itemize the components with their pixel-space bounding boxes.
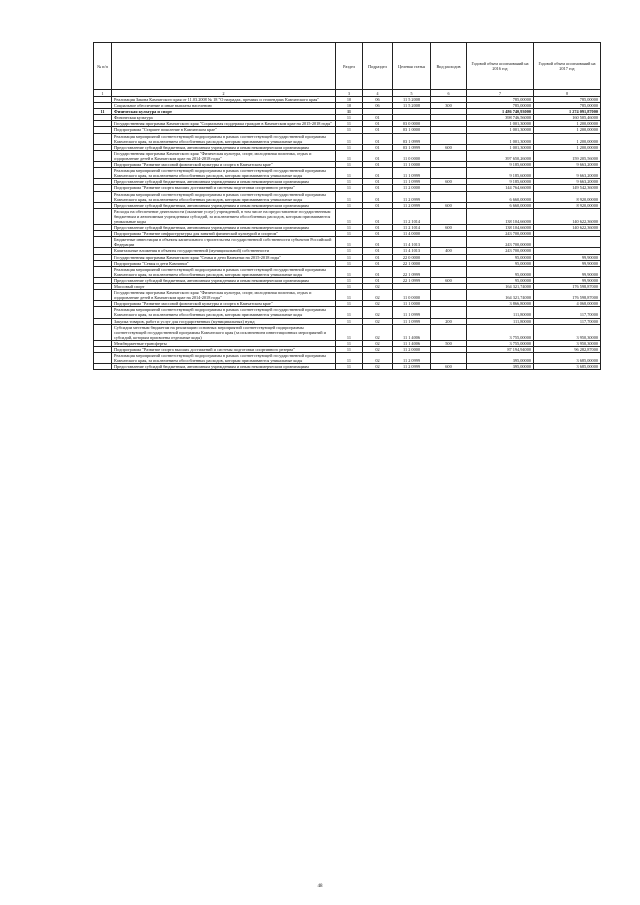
cell-amount-2017: 176 598,87000 bbox=[534, 290, 601, 301]
cell-amount-2017: 96 282,87000 bbox=[534, 347, 601, 353]
cell-name: Подпрограмма "Старшее поколение в Камчатском крае" bbox=[112, 127, 336, 133]
cell-name: Государственная программа Камчатского края "Семья и дети Камчатки на 2015-2018 годы" bbox=[112, 254, 336, 260]
cell-podrazdel: 01 bbox=[363, 208, 393, 224]
cell-amount-2017: 3 950,30000 bbox=[534, 324, 601, 340]
cell-amount-2017: 99,90000 bbox=[534, 260, 601, 266]
cell-name: Подпрограмма "Развитие спорта высших достижений и системы подготовки спортивного резерва" bbox=[112, 185, 336, 191]
cell-podrazdel: 01 bbox=[363, 254, 393, 260]
cell-razdel: 11 bbox=[336, 284, 363, 290]
table-row bbox=[94, 364, 601, 370]
cell-podrazdel: 01 bbox=[363, 225, 393, 231]
cell-name: Реализация мероприятий соответствующей подпрограммы в рамках соответствующей государственной программы Камчатского края, за исключением обособленных расходов, которым присваиваются уникальные коды bbox=[112, 266, 336, 277]
cell-amount-2016: 397 650,26000 bbox=[467, 150, 534, 161]
cell-amount-2016: 395,00000 bbox=[467, 364, 534, 370]
cell-amount-2017: 149 542,36000 bbox=[534, 185, 601, 191]
cell-amount-2016: 1 001,30000 bbox=[467, 133, 534, 144]
cell-name: Реализация мероприятий соответствующей подпрограммы в рамках соответствующей государственной программы Камчатского края, за исключением обособленных расходов, которым присваиваются уникальные коды bbox=[112, 353, 336, 364]
table-row bbox=[94, 225, 601, 231]
cell-razdel: 11 bbox=[336, 318, 363, 324]
cell-target-article: 11 1 4006 bbox=[393, 340, 431, 346]
cell-razdel: 11 bbox=[336, 248, 363, 254]
cell-name: Предоставление субсидий бюджетным, автономным учреждениям и иным некоммерческим организациям bbox=[112, 144, 336, 150]
cell-expense-type bbox=[431, 133, 467, 144]
cell-name: Бюджетные инвестиции в объекты капитального строительства государственной собственности субъектов Российской Федерации bbox=[112, 237, 336, 248]
table-row bbox=[94, 324, 601, 340]
column-index: 5 bbox=[393, 90, 431, 97]
cell-razdel: 10 bbox=[336, 97, 363, 103]
cell-amount-2016: 9 185,60000 bbox=[467, 162, 534, 168]
cell-expense-type bbox=[431, 353, 467, 364]
cell-expense-type: 600 bbox=[431, 144, 467, 150]
table-row bbox=[94, 307, 601, 318]
cell-expense-type: 600 bbox=[431, 225, 467, 231]
cell-name: Государственная программа Камчатского края "Социальная поддержка граждан в Камчатском крае на 2015-2018 годы" bbox=[112, 121, 336, 127]
cell-target-article: 11 5 2008 bbox=[393, 97, 431, 103]
table-row bbox=[94, 179, 601, 185]
cell-target-article: 11 0 0000 bbox=[393, 290, 431, 301]
cell-name: Реализация мероприятий соответствующей подпрограммы в рамках соответствующей государственной программы Камчатского края, за исключением обособленных расходов, которым присваиваются уникальные коды bbox=[112, 133, 336, 144]
header-razdel: Раздел bbox=[336, 43, 363, 90]
cell-target-article: 03 0 0000 bbox=[393, 121, 431, 127]
cell-amount-2016: 785,00000 bbox=[467, 103, 534, 109]
cell-expense-type bbox=[431, 208, 467, 224]
cell-amount-2016: 243 700,00000 bbox=[467, 231, 534, 237]
cell-razdel: 11 bbox=[336, 179, 363, 185]
cell-amount-2016: 6 660,00000 bbox=[467, 202, 534, 208]
cell-name: Предоставление субсидий бюджетным, автономным учреждениям и иным некоммерческим организациям bbox=[112, 225, 336, 231]
cell-expense-type: 600 bbox=[431, 277, 467, 283]
cell-name: Подпрограмма "Семья и дети Камчатки" bbox=[112, 260, 336, 266]
table-row bbox=[94, 144, 601, 150]
cell-num bbox=[94, 237, 112, 248]
cell-razdel: 11 bbox=[336, 202, 363, 208]
cell-razdel: 11 bbox=[336, 162, 363, 168]
cell-amount-2017: 1 200,00000 bbox=[534, 121, 601, 127]
budget-table-container bbox=[93, 42, 600, 370]
cell-amount-2016: 3 755,00000 bbox=[467, 324, 534, 340]
cell-expense-type: 500 bbox=[431, 340, 467, 346]
cell-name: Капитальные вложения в объекты государственной (муниципальной) собственности bbox=[112, 248, 336, 254]
cell-expense-type: 400 bbox=[431, 248, 467, 254]
cell-podrazdel: 01 bbox=[363, 133, 393, 144]
cell-target-article: 03 1 0000 bbox=[393, 127, 431, 133]
cell-amount-2017: 3 685,00000 bbox=[534, 353, 601, 364]
cell-expense-type bbox=[431, 168, 467, 179]
cell-amount-2016: 95,00000 bbox=[467, 260, 534, 266]
cell-podrazdel: 01 bbox=[363, 162, 393, 168]
cell-podrazdel: 02 bbox=[363, 318, 393, 324]
cell-target-article: 11 1 0999 bbox=[393, 168, 431, 179]
cell-target-article: 03 1 0999 bbox=[393, 144, 431, 150]
cell-amount-2017: 4 068,00000 bbox=[534, 301, 601, 307]
cell-amount-2017: 785,00000 bbox=[534, 97, 601, 103]
table-row bbox=[94, 254, 601, 260]
cell-amount-2017: 1 274 091,87000 bbox=[534, 109, 601, 115]
cell-name: Предоставление субсидий бюджетным, автономным учреждениям и иным некоммерческим организациям bbox=[112, 202, 336, 208]
cell-amount-2016: 87 194,94000 bbox=[467, 347, 534, 353]
cell-razdel: 10 bbox=[336, 103, 363, 109]
cell-podrazdel: 01 bbox=[363, 277, 393, 283]
cell-podrazdel: 02 bbox=[363, 284, 393, 290]
cell-target-article: 11 1 4006 bbox=[393, 324, 431, 340]
cell-expense-type: 600 bbox=[431, 202, 467, 208]
table-row bbox=[94, 162, 601, 168]
cell-razdel: 11 bbox=[336, 150, 363, 161]
cell-amount-2017: 176 598,87000 bbox=[534, 284, 601, 290]
cell-name: Закупка товаров, работ и услуг для государственных (муниципальных) нужд bbox=[112, 318, 336, 324]
cell-amount-2016: 138 104,66000 bbox=[467, 225, 534, 231]
table-row bbox=[94, 121, 601, 127]
cell-amount-2017: 9 663,20000 bbox=[534, 179, 601, 185]
cell-amount-2017: 140 622,36000 bbox=[534, 208, 601, 224]
cell-expense-type bbox=[431, 266, 467, 277]
cell-name: Подпрограмма "Развитие массовой физической культуры и спорта в Камчатском крае" bbox=[112, 301, 336, 307]
cell-amount-2017: 3 685,00000 bbox=[534, 364, 601, 370]
cell-name: Подпрограмма "Развитие инфраструктуры для занятий физической культурой и спортом" bbox=[112, 231, 336, 237]
header-2017: Годовой объем ассигнований на 2017 год bbox=[534, 43, 601, 90]
cell-name: Межбюджетные трансферты bbox=[112, 340, 336, 346]
cell-podrazdel: 01 bbox=[363, 266, 393, 277]
cell-razdel: 11 bbox=[336, 324, 363, 340]
cell-name: Реализация мероприятий соответствующей подпрограммы в рамках соответствующей государственной программы Камчатского края, за исключением обособленных расходов, которым присваиваются уникальные коды bbox=[112, 307, 336, 318]
cell-amount-2016: 395,00000 bbox=[467, 353, 534, 364]
cell-num bbox=[94, 168, 112, 179]
column-index: 6 bbox=[431, 90, 467, 97]
cell-amount-2016: 3 866,80000 bbox=[467, 301, 534, 307]
cell-podrazdel: 01 bbox=[363, 150, 393, 161]
cell-podrazdel: 06 bbox=[363, 97, 393, 103]
table-row bbox=[94, 208, 601, 224]
cell-amount-2017: 9 663,20000 bbox=[534, 162, 601, 168]
cell-expense-type: 300 bbox=[431, 103, 467, 109]
cell-amount-2017: 785,00000 bbox=[534, 103, 601, 109]
cell-name: Расходы на обеспечение деятельности (оказание услуг) учреждений, в том числе на предоставление государственным бюджетным и автономным учреждениям субсидий, за исключением обособленных расходов, которым присваиваются уникальные коды bbox=[112, 208, 336, 224]
cell-amount-2017: 1 200,00000 bbox=[534, 127, 601, 133]
cell-target-article: 22 1 0000 bbox=[393, 260, 431, 266]
cell-amount-2016: 243 700,00000 bbox=[467, 237, 534, 248]
table-row bbox=[94, 202, 601, 208]
cell-amount-2017: 1 200,00000 bbox=[534, 133, 601, 144]
cell-podrazdel: 01 bbox=[363, 185, 393, 191]
cell-podrazdel: 01 bbox=[363, 237, 393, 248]
cell-podrazdel: 02 bbox=[363, 364, 393, 370]
cell-amount-2016: 785,00000 bbox=[467, 97, 534, 103]
cell-razdel: 11 bbox=[336, 115, 363, 121]
cell-podrazdel: 01 bbox=[363, 168, 393, 179]
column-index: 7 bbox=[467, 90, 534, 97]
cell-amount-2016: 95,00000 bbox=[467, 266, 534, 277]
cell-target-article: 11 2 1014 bbox=[393, 225, 431, 231]
cell-amount-2017: 117,70000 bbox=[534, 318, 601, 324]
cell-amount-2017: 99,90000 bbox=[534, 266, 601, 277]
cell-amount-2017: 140 622,36000 bbox=[534, 225, 601, 231]
cell-amount-2016: 1 001,30000 bbox=[467, 121, 534, 127]
cell-podrazdel: 01 bbox=[363, 144, 393, 150]
cell-razdel: 11 bbox=[336, 133, 363, 144]
cell-num bbox=[94, 133, 112, 144]
cell-num bbox=[94, 353, 112, 364]
header-2016: Годовой объем ассигнований на 2016 год bbox=[467, 43, 534, 90]
table-row bbox=[94, 266, 601, 277]
table-row bbox=[94, 150, 601, 161]
cell-name: Предоставление субсидий бюджетным, автономным учреждениям и иным некоммерческим организациям bbox=[112, 364, 336, 370]
cell-amount-2016: 9 185,60000 bbox=[467, 168, 534, 179]
column-index: 3 bbox=[336, 90, 363, 97]
cell-amount-2017 bbox=[534, 237, 601, 248]
header-name bbox=[112, 43, 336, 90]
column-index: 8 bbox=[534, 90, 601, 97]
cell-expense-type: 200 bbox=[431, 318, 467, 324]
cell-razdel: 11 bbox=[336, 307, 363, 318]
cell-name: Предоставление субсидий бюджетным, автономным учреждениям и иным некоммерческим организациям bbox=[112, 277, 336, 283]
cell-name: Государственная программа Камчатского края "Физическая культура, спорт, молодежная политика, отдых и оздоровление детей в Камчатском крае на 2014-2018 годы" bbox=[112, 150, 336, 161]
cell-target-article: 11 2 0999 bbox=[393, 202, 431, 208]
cell-amount-2016: 164 321,74000 bbox=[467, 284, 534, 290]
budget-table bbox=[93, 42, 601, 370]
header-expense-type: Вид расходов bbox=[431, 43, 467, 90]
cell-amount-2016: 6 660,00000 bbox=[467, 191, 534, 202]
cell-amount-2016: 95,00000 bbox=[467, 277, 534, 283]
cell-expense-type bbox=[431, 237, 467, 248]
cell-razdel: 11 bbox=[336, 340, 363, 346]
cell-amount-2016: 1 001,30000 bbox=[467, 127, 534, 133]
cell-target-article: 11 2 0999 bbox=[393, 353, 431, 364]
cell-name: Подпрограмма "Развитие массовой физической культуры и спорта в Камчатском крае" bbox=[112, 162, 336, 168]
cell-podrazdel: 02 bbox=[363, 347, 393, 353]
table-row bbox=[94, 248, 601, 254]
cell-target-article: 11 1 0999 bbox=[393, 179, 431, 185]
cell-target-article: 11 1 0999 bbox=[393, 307, 431, 318]
table-row bbox=[94, 168, 601, 179]
table-row bbox=[94, 347, 601, 353]
table-row bbox=[94, 231, 601, 237]
cell-podrazdel: 01 bbox=[363, 121, 393, 127]
table-row bbox=[94, 237, 601, 248]
cell-amount-2017: 1 200,00000 bbox=[534, 144, 601, 150]
table-row bbox=[94, 103, 601, 109]
cell-razdel: 11 bbox=[336, 290, 363, 301]
cell-target-article: 11 2 0999 bbox=[393, 191, 431, 202]
cell-podrazdel: 01 bbox=[363, 179, 393, 185]
cell-num bbox=[94, 150, 112, 161]
cell-name: Реализация мероприятий соответствующей подпрограммы в рамках соответствующей государственной программы Камчатского края, за исключением обособленных расходов, которым присваиваются уникальные коды bbox=[112, 191, 336, 202]
cell-amount-2017: 8 920,00000 bbox=[534, 191, 601, 202]
cell-podrazdel: 02 bbox=[363, 307, 393, 318]
cell-razdel: 11 bbox=[336, 260, 363, 266]
column-index: 4 bbox=[363, 90, 393, 97]
table-row bbox=[94, 109, 601, 115]
cell-expense-type bbox=[431, 307, 467, 318]
cell-razdel: 11 bbox=[336, 364, 363, 370]
cell-amount-2017: 160 505,46000 bbox=[534, 115, 601, 121]
cell-podrazdel: 01 bbox=[363, 248, 393, 254]
table-row bbox=[94, 97, 601, 103]
table-row bbox=[94, 301, 601, 307]
cell-podrazdel: 02 bbox=[363, 340, 393, 346]
cell-target-article: 11 4 1013 bbox=[393, 237, 431, 248]
cell-name: Государственная программа Камчатского края "Физическая культура, спорт, молодежная политика, отдых и оздоровление детей в Камчатском крае на 2014-2018 годы" bbox=[112, 290, 336, 301]
cell-expense-type bbox=[431, 150, 467, 161]
cell-podrazdel: 01 bbox=[363, 260, 393, 266]
cell-amount-2016: 1 001,30000 bbox=[467, 144, 534, 150]
cell-num bbox=[94, 364, 112, 370]
cell-amount-2016: 1 486 740,93000 bbox=[467, 109, 534, 115]
cell-amount-2016: 111,80000 bbox=[467, 307, 534, 318]
cell-name: Физическая культура bbox=[112, 115, 336, 121]
cell-amount-2016: 95,00000 bbox=[467, 254, 534, 260]
table-row bbox=[94, 353, 601, 364]
table-row bbox=[94, 127, 601, 133]
cell-target-article: 11 4 1013 bbox=[393, 248, 431, 254]
cell-amount-2017: 99,90000 bbox=[534, 277, 601, 283]
cell-name: Предоставление субсидий бюджетным, автономным учреждениям и иным некоммерческим организациям bbox=[112, 179, 336, 185]
cell-target-article: 11 2 0999 bbox=[393, 364, 431, 370]
cell-podrazdel: 02 bbox=[363, 290, 393, 301]
page-number: 48 bbox=[317, 884, 323, 889]
cell-name: Подпрограмма "Развитие спорта высших достижений и системы подготовки спортивного резерва" bbox=[112, 347, 336, 353]
cell-razdel: 11 bbox=[336, 266, 363, 277]
cell-amount-2017: 3 950,30000 bbox=[534, 340, 601, 346]
cell-razdel: 11 bbox=[336, 191, 363, 202]
column-index: 2 bbox=[112, 90, 336, 97]
table-row bbox=[94, 277, 601, 283]
cell-target-article: 11 2 1014 bbox=[393, 208, 431, 224]
cell-target-article: 11 4 0000 bbox=[393, 231, 431, 237]
cell-amount-2016: 9 185,60000 bbox=[467, 179, 534, 185]
cell-amount-2016: 138 104,66000 bbox=[467, 208, 534, 224]
header-row bbox=[94, 43, 601, 90]
cell-podrazdel: 01 bbox=[363, 127, 393, 133]
cell-amount-2017: 8 920,00000 bbox=[534, 202, 601, 208]
cell-num bbox=[94, 307, 112, 318]
cell-target-article: 22 1 0999 bbox=[393, 277, 431, 283]
cell-podrazdel: 02 bbox=[363, 301, 393, 307]
cell-num bbox=[94, 290, 112, 301]
cell-razdel: 11 bbox=[336, 301, 363, 307]
cell-num bbox=[94, 191, 112, 202]
cell-expense-type: 600 bbox=[431, 179, 467, 185]
cell-razdel: 11 bbox=[336, 185, 363, 191]
cell-razdel: 11 bbox=[336, 254, 363, 260]
cell-amount-2016: 144 764,66000 bbox=[467, 185, 534, 191]
cell-podrazdel: 01 bbox=[363, 231, 393, 237]
cell-amount-2016: 243 700,00000 bbox=[467, 248, 534, 254]
cell-name: Физическая культура и спорт bbox=[112, 109, 336, 115]
cell-razdel: 11 bbox=[336, 225, 363, 231]
cell-podrazdel: 01 bbox=[363, 191, 393, 202]
cell-razdel: 11 bbox=[336, 127, 363, 133]
cell-razdel: 11 bbox=[336, 231, 363, 237]
cell-amount-2017: 99,90000 bbox=[534, 254, 601, 260]
cell-amount-2017: 117,70000 bbox=[534, 307, 601, 318]
cell-razdel: 11 bbox=[336, 109, 363, 115]
cell-podrazdel: 02 bbox=[363, 324, 393, 340]
cell-target-article: 03 1 0999 bbox=[393, 133, 431, 144]
cell-num bbox=[94, 266, 112, 277]
cell-podrazdel: 01 bbox=[363, 115, 393, 121]
cell-num bbox=[94, 208, 112, 224]
cell-target-article: 22 1 0999 bbox=[393, 266, 431, 277]
cell-name: Реализация Закона Камчатского края от 11.03.2008 № 18 "О наградах, премиях и стипендиях Камчатского края" bbox=[112, 97, 336, 103]
cell-num: 11 bbox=[94, 109, 112, 115]
cell-expense-type bbox=[431, 324, 467, 340]
cell-amount-2017: 159 205,56000 bbox=[534, 150, 601, 161]
table-row bbox=[94, 290, 601, 301]
cell-name: Массовый спорт bbox=[112, 284, 336, 290]
table-row bbox=[94, 260, 601, 266]
table-body bbox=[94, 97, 601, 370]
cell-amount-2016: 164 321,74000 bbox=[467, 290, 534, 301]
cell-num bbox=[94, 324, 112, 340]
cell-razdel: 11 bbox=[336, 208, 363, 224]
cell-target-article: 11 1 0000 bbox=[393, 301, 431, 307]
cell-podrazdel: 01 bbox=[363, 202, 393, 208]
cell-razdel: 11 bbox=[336, 168, 363, 179]
cell-razdel: 11 bbox=[336, 144, 363, 150]
table-row bbox=[94, 133, 601, 144]
cell-amount-2016: 111,80000 bbox=[467, 318, 534, 324]
header-num: № п/п bbox=[94, 43, 112, 90]
cell-razdel: 11 bbox=[336, 121, 363, 127]
cell-target-article: 11 1 0000 bbox=[393, 162, 431, 168]
cell-podrazdel: 02 bbox=[363, 353, 393, 364]
table-row bbox=[94, 318, 601, 324]
cell-expense-type bbox=[431, 290, 467, 301]
cell-amount-2017: 9 663,20000 bbox=[534, 168, 601, 179]
cell-name: Социальное обеспечение и иные выплаты населению bbox=[112, 103, 336, 109]
column-index: 1 bbox=[94, 90, 112, 97]
cell-name: Реализация мероприятий соответствующей подпрограммы в рамках соответствующей государственной программы Камчатского края, за исключением обособленных расходов, которым присваиваются уникальные коды bbox=[112, 168, 336, 179]
cell-expense-type: 600 bbox=[431, 364, 467, 370]
cell-razdel: 11 bbox=[336, 237, 363, 248]
cell-target-article: 11 1 0999 bbox=[393, 318, 431, 324]
cell-target-article: 11 0 0000 bbox=[393, 150, 431, 161]
cell-amount-2016: 3 755,00000 bbox=[467, 340, 534, 346]
table-row bbox=[94, 185, 601, 191]
column-index-row bbox=[94, 90, 601, 97]
cell-razdel: 11 bbox=[336, 353, 363, 364]
cell-target-article: 11 2 0000 bbox=[393, 347, 431, 353]
cell-podrazdel: 06 bbox=[363, 103, 393, 109]
header-podrazdel: Подраздел bbox=[363, 43, 393, 90]
cell-razdel: 11 bbox=[336, 277, 363, 283]
header-target-article: Целевая статья bbox=[393, 43, 431, 90]
cell-razdel: 11 bbox=[336, 347, 363, 353]
cell-target-article: 11 2 0000 bbox=[393, 185, 431, 191]
table-row bbox=[94, 191, 601, 202]
cell-expense-type bbox=[431, 191, 467, 202]
cell-target-article: 11 5 2008 bbox=[393, 103, 431, 109]
cell-amount-2016: 398 746,56000 bbox=[467, 115, 534, 121]
cell-name: Субсидии местным бюджетам на реализацию основных мероприятий соответствующей подпрограммы соответствующей государственной программы Камчатского края (за исключением инвестиционных мероприятий и субсидий, которым присвоены отдельные коды) bbox=[112, 324, 336, 340]
cell-target-article: 22 0 0000 bbox=[393, 254, 431, 260]
